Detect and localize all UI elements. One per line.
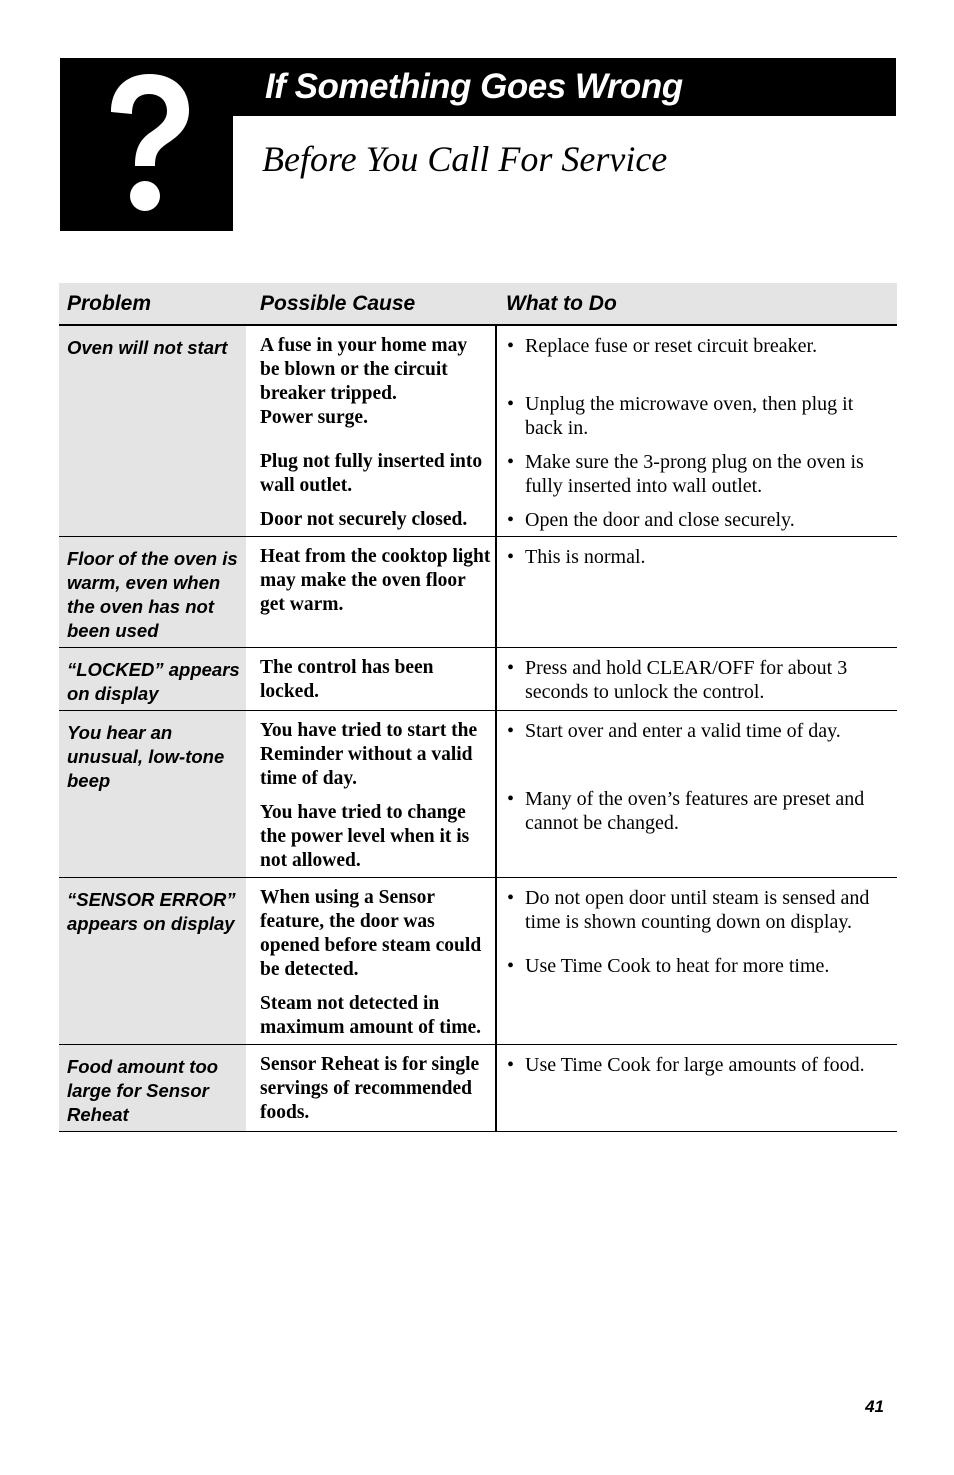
todo-item — [507, 719, 895, 777]
header-cause: Possible Cause — [246, 283, 496, 325]
bullet-icon: • — [507, 393, 515, 415]
todo-text: Use Time Cook to heat for more time. — [525, 955, 830, 977]
problem-cell: Floor of the oven is warm, even when the oven has not been used — [59, 537, 246, 648]
todo-text: This is normal. — [525, 546, 646, 568]
cause-text: The control has been locked. — [260, 657, 434, 702]
cause-text: Heat from the cooktop light may make the oven floor get warm. — [260, 546, 491, 615]
bullet-icon: • — [507, 335, 515, 357]
cause-cell — [246, 648, 496, 711]
todo-text: Unplug the microwave oven, then plug it back in. — [525, 393, 854, 439]
question-mark-box — [60, 58, 233, 231]
header-todo: What to Do — [496, 283, 897, 325]
todo-item — [507, 886, 895, 944]
todo-text: Many of the oven’s features are preset and cannot be changed. — [525, 788, 865, 834]
cause-cell — [246, 1045, 496, 1132]
page-number: 41 — [865, 1397, 884, 1416]
bullet-icon: • — [507, 788, 515, 810]
bullet-icon: • — [507, 546, 515, 568]
todo-cell — [496, 1045, 897, 1132]
todo-text: Do not open door until steam is sensed and time is shown counting down on display. — [525, 887, 870, 933]
cause-cell — [246, 711, 496, 878]
todo-cell — [496, 711, 897, 878]
bullet-icon: • — [507, 509, 515, 531]
cause-text: Door not securely closed. — [260, 509, 468, 530]
header-problem: Problem — [59, 283, 246, 325]
todo-item — [507, 1053, 895, 1077]
todo-text: Start over and enter a valid time of day. — [525, 720, 841, 742]
question-mark-icon — [97, 70, 197, 220]
page-title: If Something Goes Wrong — [233, 58, 896, 116]
cause-text: You have tried to start the Reminder without a valid time of day. — [260, 720, 478, 789]
bullet-icon: • — [507, 657, 515, 679]
todo-text: Open the door and close securely. — [525, 509, 795, 531]
todo-text: Replace fuse or reset circuit breaker. — [525, 335, 818, 357]
table-row — [59, 711, 897, 878]
todo-text: Press and hold CLEAR/OFF for about 3 seconds to unlock the control. — [525, 657, 848, 703]
cause-text: When using a Sensor feature, the door was opened before steam could be detected. — [260, 887, 482, 980]
cause-text: Plug not fully inserted into wall outlet. — [260, 451, 483, 496]
cause-cell — [246, 537, 496, 648]
page-subtitle: Before You Call For Service — [262, 139, 668, 179]
todo-cell — [496, 878, 897, 1045]
todo-text: Make sure the 3-prong plug on the oven is fully inserted into wall outlet. — [525, 451, 864, 497]
cause-text: Power surge. — [260, 407, 368, 428]
bullet-icon: • — [507, 1054, 515, 1076]
bullet-icon: • — [507, 720, 515, 742]
table-row — [59, 537, 897, 648]
todo-item — [507, 334, 895, 392]
bullet-icon: • — [507, 887, 515, 909]
table-row — [59, 878, 897, 1045]
todo-item — [507, 656, 895, 704]
todo-item — [507, 392, 895, 440]
cause-text: A fuse in your home may be blown or the circuit breaker tripped. — [260, 335, 468, 404]
todo-item — [507, 450, 895, 498]
cause-cell — [246, 878, 496, 1045]
cause-text: Steam not detected in maximum amount of time. — [260, 993, 481, 1038]
table-row — [59, 1045, 897, 1132]
todo-text: Use Time Cook for large amounts of food. — [525, 1054, 865, 1076]
table-row — [59, 648, 897, 711]
problem-cell: You hear an unusual, low-tone beep — [59, 711, 246, 878]
cause-text: You have tried to change the power level when it is not allowed. — [260, 802, 470, 871]
bullet-icon: • — [507, 955, 515, 977]
todo-item — [507, 954, 895, 978]
table-header-row — [59, 283, 897, 325]
cause-text: Sensor Reheat is for single servings of recommended foods. — [260, 1054, 480, 1123]
table-row — [59, 325, 897, 537]
troubleshooting-table — [59, 283, 897, 1132]
todo-item — [507, 508, 895, 532]
todo-item — [507, 787, 895, 835]
bullet-icon: • — [507, 451, 515, 473]
problem-cell: “SENSOR ERROR” appears on display — [59, 878, 246, 1045]
problem-cell: Oven will not start — [59, 325, 246, 537]
cause-cell — [246, 325, 496, 537]
problem-cell: “LOCKED” appears on display — [59, 648, 246, 711]
todo-cell — [496, 537, 897, 648]
todo-cell — [496, 648, 897, 711]
problem-cell: Food amount too large for Sensor Reheat — [59, 1045, 246, 1132]
todo-cell — [496, 325, 897, 537]
todo-item — [507, 545, 895, 623]
